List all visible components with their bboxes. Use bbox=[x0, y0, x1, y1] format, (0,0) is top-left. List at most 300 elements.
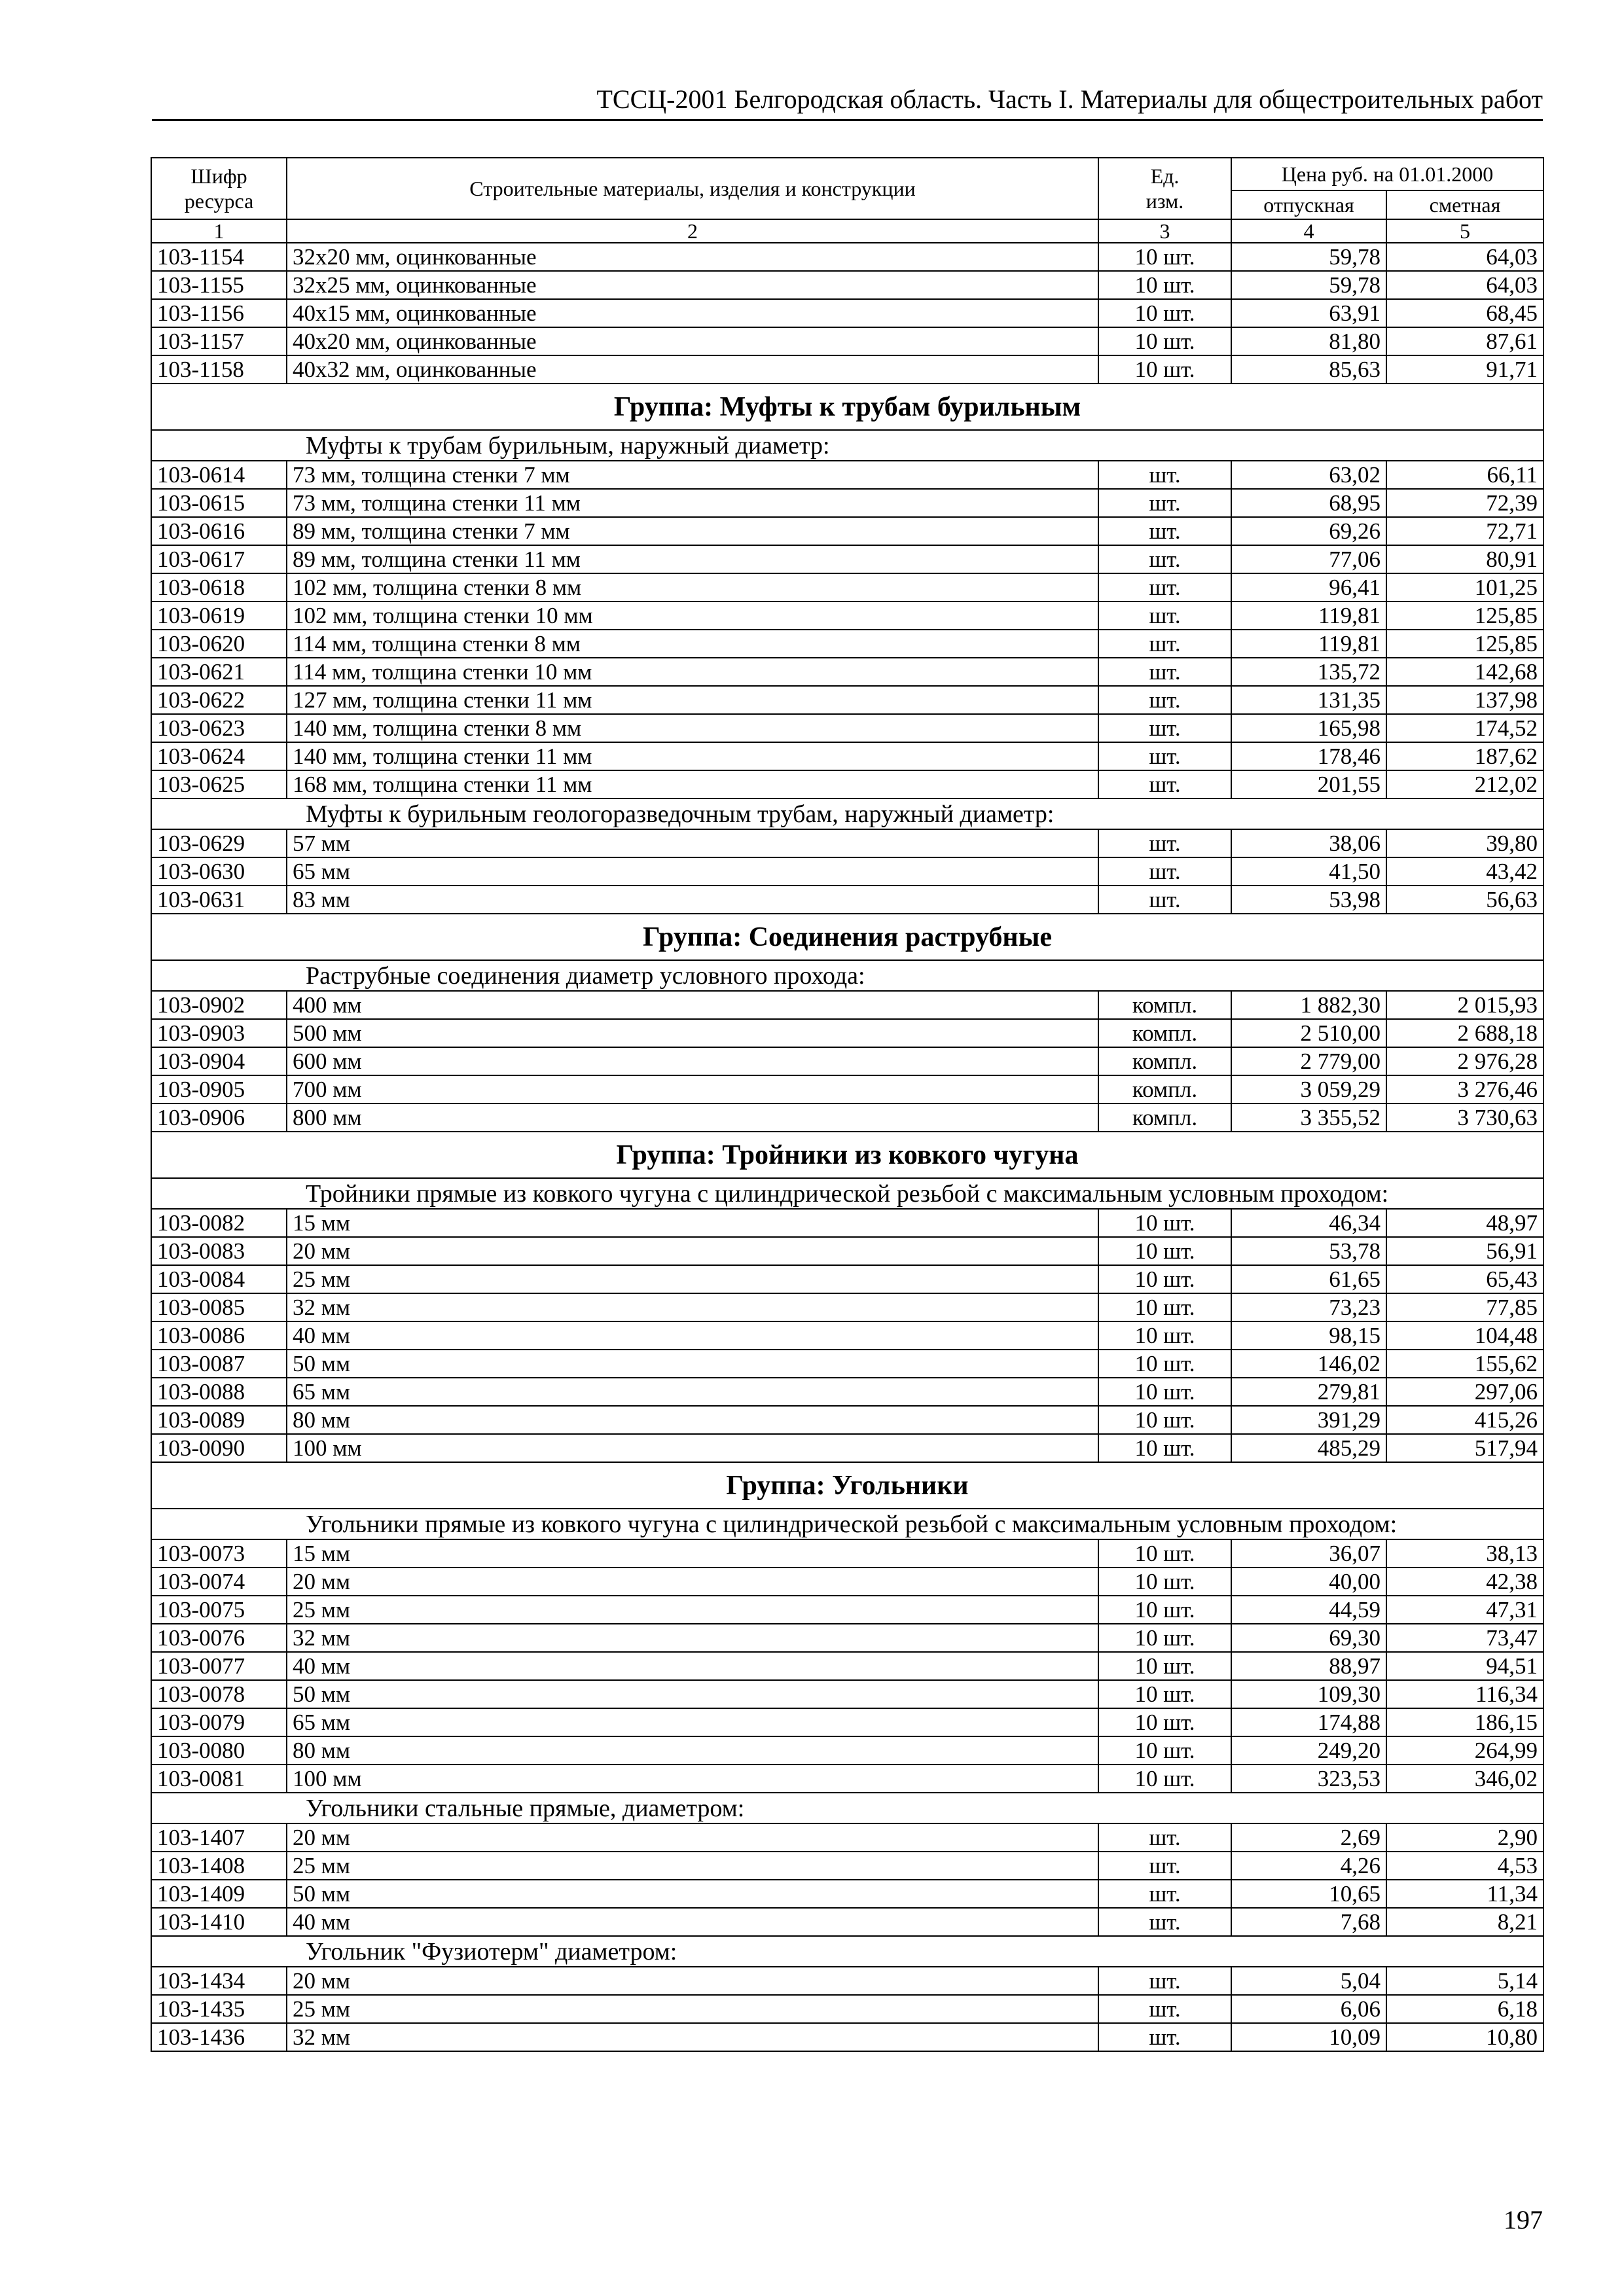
price-release: 59,78 bbox=[1231, 243, 1386, 271]
material-name: 50 мм bbox=[287, 1880, 1098, 1908]
table-row bbox=[151, 1596, 1543, 1624]
resource-code: 103-1156 bbox=[151, 299, 287, 327]
table-row bbox=[151, 1539, 1543, 1568]
unit: шт. bbox=[1098, 1823, 1231, 1852]
unit: шт. bbox=[1098, 886, 1231, 914]
price-release: 40,00 bbox=[1231, 1568, 1386, 1596]
material-name: 140 мм, толщина стенки 11 мм bbox=[287, 742, 1098, 770]
unit: 10 шт. bbox=[1098, 1596, 1231, 1624]
resource-code: 103-1408 bbox=[151, 1852, 287, 1880]
unit: компл. bbox=[1098, 1075, 1231, 1103]
unit: 10 шт. bbox=[1098, 1293, 1231, 1321]
unit: шт. bbox=[1098, 1995, 1231, 2023]
table-row bbox=[151, 1350, 1543, 1378]
table-row bbox=[151, 545, 1543, 573]
material-name: 102 мм, толщина стенки 8 мм bbox=[287, 573, 1098, 601]
price-release: 61,65 bbox=[1231, 1265, 1386, 1293]
table-row bbox=[151, 991, 1543, 1019]
unit: шт. bbox=[1098, 1908, 1231, 1936]
price-release: 2 779,00 bbox=[1231, 1047, 1386, 1075]
price-release: 85,63 bbox=[1231, 355, 1386, 384]
price-estimate: 2 976,28 bbox=[1386, 1047, 1543, 1075]
column-numbers-row bbox=[151, 219, 1543, 243]
resource-code: 103-0616 bbox=[151, 517, 287, 545]
unit: шт. bbox=[1098, 770, 1231, 798]
price-estimate: 42,38 bbox=[1386, 1568, 1543, 1596]
subgroup-heading: Тройники прямые из ковкого чугуна с цилиндрической резьбой с максимальным условным проходом: bbox=[151, 1178, 1543, 1209]
resource-code: 103-1410 bbox=[151, 1908, 287, 1936]
resource-code: 103-0075 bbox=[151, 1596, 287, 1624]
subgroup-heading: Угольник "Фузиотерм" диаметром: bbox=[151, 1936, 1543, 1967]
price-release: 146,02 bbox=[1231, 1350, 1386, 1378]
resource-code: 103-0079 bbox=[151, 1708, 287, 1736]
resource-code: 103-1407 bbox=[151, 1823, 287, 1852]
subgroup-heading-row bbox=[151, 1178, 1543, 1209]
price-estimate: 4,53 bbox=[1386, 1852, 1543, 1880]
subgroup-heading: Муфты к трубам бурильным, наружный диаметр: bbox=[151, 430, 1543, 461]
resource-code: 103-0631 bbox=[151, 886, 287, 914]
price-release: 68,95 bbox=[1231, 489, 1386, 517]
table-row bbox=[151, 658, 1543, 686]
price-release: 36,07 bbox=[1231, 1539, 1386, 1568]
material-name: 83 мм bbox=[287, 886, 1098, 914]
table-row bbox=[151, 1103, 1543, 1132]
unit: шт. bbox=[1098, 1880, 1231, 1908]
table-row bbox=[151, 461, 1543, 489]
table-row bbox=[151, 355, 1543, 384]
resource-code: 103-0620 bbox=[151, 630, 287, 658]
table-row bbox=[151, 1680, 1543, 1708]
resource-code: 103-0080 bbox=[151, 1736, 287, 1765]
resource-code: 103-1435 bbox=[151, 1995, 287, 2023]
price-release: 88,97 bbox=[1231, 1652, 1386, 1680]
resource-code: 103-0081 bbox=[151, 1765, 287, 1793]
unit: 10 шт. bbox=[1098, 1265, 1231, 1293]
unit: 10 шт. bbox=[1098, 355, 1231, 384]
price-release: 69,30 bbox=[1231, 1624, 1386, 1652]
price-estimate: 39,80 bbox=[1386, 829, 1543, 857]
material-name: 65 мм bbox=[287, 1708, 1098, 1736]
unit: 10 шт. bbox=[1098, 1209, 1231, 1237]
unit: шт. bbox=[1098, 742, 1231, 770]
price-estimate: 101,25 bbox=[1386, 573, 1543, 601]
table-row bbox=[151, 1765, 1543, 1793]
table-row bbox=[151, 573, 1543, 601]
price-release: 279,81 bbox=[1231, 1378, 1386, 1406]
header-price-release: отпускная bbox=[1231, 190, 1386, 219]
resource-code: 103-0625 bbox=[151, 770, 287, 798]
subgroup-heading-row bbox=[151, 1793, 1543, 1823]
group-heading: Группа: Муфты к трубам бурильным bbox=[151, 384, 1543, 430]
price-release: 59,78 bbox=[1231, 271, 1386, 299]
price-estimate: 212,02 bbox=[1386, 770, 1543, 798]
unit: 10 шт. bbox=[1098, 327, 1231, 355]
price-estimate: 346,02 bbox=[1386, 1765, 1543, 1793]
resource-code: 103-0617 bbox=[151, 545, 287, 573]
table-row bbox=[151, 1852, 1543, 1880]
header-price-group: Цена руб. на 01.01.2000 bbox=[1231, 158, 1543, 190]
table-row bbox=[151, 1019, 1543, 1047]
material-name: 25 мм bbox=[287, 1852, 1098, 1880]
resource-code: 103-0083 bbox=[151, 1237, 287, 1265]
material-name: 73 мм, толщина стенки 7 мм bbox=[287, 461, 1098, 489]
price-release: 119,81 bbox=[1231, 630, 1386, 658]
price-release: 178,46 bbox=[1231, 742, 1386, 770]
unit: шт. bbox=[1098, 658, 1231, 686]
unit: 10 шт. bbox=[1098, 271, 1231, 299]
unit: шт. bbox=[1098, 461, 1231, 489]
unit: шт. bbox=[1098, 686, 1231, 714]
resource-code: 103-0629 bbox=[151, 829, 287, 857]
price-release: 2 510,00 bbox=[1231, 1019, 1386, 1047]
price-estimate: 73,47 bbox=[1386, 1624, 1543, 1652]
resource-code: 103-0630 bbox=[151, 857, 287, 886]
resource-code: 103-0904 bbox=[151, 1047, 287, 1075]
unit: 10 шт. bbox=[1098, 1350, 1231, 1378]
table-row bbox=[151, 1378, 1543, 1406]
price-estimate: 116,34 bbox=[1386, 1680, 1543, 1708]
table-row bbox=[151, 271, 1543, 299]
subgroup-heading: Угольники стальные прямые, диаметром: bbox=[151, 1793, 1543, 1823]
price-estimate: 174,52 bbox=[1386, 714, 1543, 742]
material-name: 20 мм bbox=[287, 1823, 1098, 1852]
material-name: 57 мм bbox=[287, 829, 1098, 857]
price-estimate: 517,94 bbox=[1386, 1434, 1543, 1462]
price-release: 3 355,52 bbox=[1231, 1103, 1386, 1132]
price-release: 391,29 bbox=[1231, 1406, 1386, 1434]
material-name: 80 мм bbox=[287, 1736, 1098, 1765]
price-table bbox=[151, 157, 1544, 2052]
price-estimate: 64,03 bbox=[1386, 243, 1543, 271]
table-row bbox=[151, 857, 1543, 886]
resource-code: 103-0084 bbox=[151, 1265, 287, 1293]
unit: шт. bbox=[1098, 714, 1231, 742]
price-estimate: 297,06 bbox=[1386, 1378, 1543, 1406]
resource-code: 103-0619 bbox=[151, 601, 287, 630]
resource-code: 103-0085 bbox=[151, 1293, 287, 1321]
running-head: ТССЦ-2001 Белгородская область. Часть I. Материалы для общестроительных работ bbox=[152, 84, 1543, 121]
resource-code: 103-1158 bbox=[151, 355, 287, 384]
price-release: 135,72 bbox=[1231, 658, 1386, 686]
column-number: 4 bbox=[1231, 219, 1386, 243]
material-name: 100 мм bbox=[287, 1765, 1098, 1793]
table-row bbox=[151, 1736, 1543, 1765]
price-release: 53,78 bbox=[1231, 1237, 1386, 1265]
material-name: 32 мм bbox=[287, 2023, 1098, 2051]
subgroup-heading: Муфты к бурильным геологоразведочным трубам, наружный диаметр: bbox=[151, 798, 1543, 829]
table-row bbox=[151, 770, 1543, 798]
price-estimate: 38,13 bbox=[1386, 1539, 1543, 1568]
table-row bbox=[151, 2023, 1543, 2051]
price-release: 485,29 bbox=[1231, 1434, 1386, 1462]
price-estimate: 48,97 bbox=[1386, 1209, 1543, 1237]
table-row bbox=[151, 1823, 1543, 1852]
resource-code: 103-0090 bbox=[151, 1434, 287, 1462]
table-header bbox=[151, 158, 1543, 243]
material-name: 40x32 мм, оцинкованные bbox=[287, 355, 1098, 384]
price-release: 46,34 bbox=[1231, 1209, 1386, 1237]
header-code: Шифр ресурса bbox=[151, 158, 287, 219]
subgroup-heading-row bbox=[151, 798, 1543, 829]
price-estimate: 10,80 bbox=[1386, 2023, 1543, 2051]
unit: шт. bbox=[1098, 1967, 1231, 1995]
material-name: 25 мм bbox=[287, 1596, 1098, 1624]
unit: 10 шт. bbox=[1098, 1568, 1231, 1596]
price-estimate: 2 015,93 bbox=[1386, 991, 1543, 1019]
resource-code: 103-0086 bbox=[151, 1321, 287, 1350]
unit: 10 шт. bbox=[1098, 1736, 1231, 1765]
price-estimate: 77,85 bbox=[1386, 1293, 1543, 1321]
unit: 10 шт. bbox=[1098, 1624, 1231, 1652]
price-release: 249,20 bbox=[1231, 1736, 1386, 1765]
price-estimate: 8,21 bbox=[1386, 1908, 1543, 1936]
price-estimate: 6,18 bbox=[1386, 1995, 1543, 2023]
unit: шт. bbox=[1098, 601, 1231, 630]
unit: 10 шт. bbox=[1098, 1652, 1231, 1680]
price-estimate: 5,14 bbox=[1386, 1967, 1543, 1995]
material-name: 15 мм bbox=[287, 1209, 1098, 1237]
price-release: 4,26 bbox=[1231, 1852, 1386, 1880]
table-row bbox=[151, 1321, 1543, 1350]
material-name: 40 мм bbox=[287, 1908, 1098, 1936]
price-release: 323,53 bbox=[1231, 1765, 1386, 1793]
table-row bbox=[151, 1967, 1543, 1995]
resource-code: 103-0621 bbox=[151, 658, 287, 686]
price-estimate: 125,85 bbox=[1386, 601, 1543, 630]
price-estimate: 2 688,18 bbox=[1386, 1019, 1543, 1047]
price-estimate: 94,51 bbox=[1386, 1652, 1543, 1680]
subgroup-heading-row bbox=[151, 1509, 1543, 1539]
unit: шт. bbox=[1098, 517, 1231, 545]
price-estimate: 47,31 bbox=[1386, 1596, 1543, 1624]
table-row bbox=[151, 601, 1543, 630]
header-name: Строительные материалы, изделия и конструкции bbox=[287, 158, 1098, 219]
price-estimate: 125,85 bbox=[1386, 630, 1543, 658]
table-row bbox=[151, 829, 1543, 857]
header-price-estimate: сметная bbox=[1386, 190, 1543, 219]
resource-code: 103-0614 bbox=[151, 461, 287, 489]
price-release: 63,02 bbox=[1231, 461, 1386, 489]
price-estimate: 104,48 bbox=[1386, 1321, 1543, 1350]
material-name: 700 мм bbox=[287, 1075, 1098, 1103]
resource-code: 103-1409 bbox=[151, 1880, 287, 1908]
unit: 10 шт. bbox=[1098, 1765, 1231, 1793]
unit: шт. bbox=[1098, 489, 1231, 517]
price-release: 63,91 bbox=[1231, 299, 1386, 327]
table-row bbox=[151, 886, 1543, 914]
resource-code: 103-0905 bbox=[151, 1075, 287, 1103]
resource-code: 103-0623 bbox=[151, 714, 287, 742]
material-name: 40x15 мм, оцинкованные bbox=[287, 299, 1098, 327]
price-release: 53,98 bbox=[1231, 886, 1386, 914]
unit: компл. bbox=[1098, 1019, 1231, 1047]
material-name: 20 мм bbox=[287, 1237, 1098, 1265]
resource-code: 103-0076 bbox=[151, 1624, 287, 1652]
material-name: 32 мм bbox=[287, 1293, 1098, 1321]
table-row bbox=[151, 1995, 1543, 2023]
material-name: 25 мм bbox=[287, 1995, 1098, 2023]
price-release: 131,35 bbox=[1231, 686, 1386, 714]
resource-code: 103-0618 bbox=[151, 573, 287, 601]
unit: 10 шт. bbox=[1098, 1321, 1231, 1350]
unit: 10 шт. bbox=[1098, 1539, 1231, 1568]
material-name: 40 мм bbox=[287, 1652, 1098, 1680]
material-name: 40 мм bbox=[287, 1321, 1098, 1350]
table-row bbox=[151, 630, 1543, 658]
unit: 10 шт. bbox=[1098, 1680, 1231, 1708]
material-name: 500 мм bbox=[287, 1019, 1098, 1047]
price-release: 96,41 bbox=[1231, 573, 1386, 601]
group-heading-row bbox=[151, 914, 1543, 960]
table-row bbox=[151, 1209, 1543, 1237]
price-release: 41,50 bbox=[1231, 857, 1386, 886]
price-estimate: 72,39 bbox=[1386, 489, 1543, 517]
price-release: 165,98 bbox=[1231, 714, 1386, 742]
subgroup-heading: Угольники прямые из ковкого чугуна с цилиндрической резьбой с максимальным условным проходом: bbox=[151, 1509, 1543, 1539]
header-unit: Ед. изм. bbox=[1098, 158, 1231, 219]
unit: компл. bbox=[1098, 991, 1231, 1019]
resource-code: 103-1157 bbox=[151, 327, 287, 355]
group-heading-row bbox=[151, 1132, 1543, 1178]
resource-code: 103-0622 bbox=[151, 686, 287, 714]
resource-code: 103-0077 bbox=[151, 1652, 287, 1680]
resource-code: 103-1154 bbox=[151, 243, 287, 271]
table-row bbox=[151, 1908, 1543, 1936]
table-body bbox=[151, 243, 1543, 2051]
table-row bbox=[151, 1265, 1543, 1293]
price-release: 2,69 bbox=[1231, 1823, 1386, 1852]
price-estimate: 3 730,63 bbox=[1386, 1103, 1543, 1132]
table-row bbox=[151, 1237, 1543, 1265]
table-row bbox=[151, 1880, 1543, 1908]
material-name: 400 мм bbox=[287, 991, 1098, 1019]
unit: шт. bbox=[1098, 573, 1231, 601]
price-estimate: 415,26 bbox=[1386, 1406, 1543, 1434]
price-release: 119,81 bbox=[1231, 601, 1386, 630]
subgroup-heading-row bbox=[151, 430, 1543, 461]
price-estimate: 72,71 bbox=[1386, 517, 1543, 545]
price-estimate: 91,71 bbox=[1386, 355, 1543, 384]
unit: 10 шт. bbox=[1098, 1378, 1231, 1406]
unit: 10 шт. bbox=[1098, 243, 1231, 271]
resource-code: 103-0624 bbox=[151, 742, 287, 770]
material-name: 40x20 мм, оцинкованные bbox=[287, 327, 1098, 355]
table-row bbox=[151, 1708, 1543, 1736]
unit: 10 шт. bbox=[1098, 1434, 1231, 1462]
price-estimate: 68,45 bbox=[1386, 299, 1543, 327]
table-row bbox=[151, 1624, 1543, 1652]
group-heading: Группа: Угольники bbox=[151, 1462, 1543, 1509]
unit: шт. bbox=[1098, 2023, 1231, 2051]
price-estimate: 64,03 bbox=[1386, 271, 1543, 299]
table-row bbox=[151, 1652, 1543, 1680]
resource-code: 103-0087 bbox=[151, 1350, 287, 1378]
price-estimate: 43,42 bbox=[1386, 857, 1543, 886]
material-name: 25 мм bbox=[287, 1265, 1098, 1293]
material-name: 65 мм bbox=[287, 1378, 1098, 1406]
resource-code: 103-1436 bbox=[151, 2023, 287, 2051]
price-release: 1 882,30 bbox=[1231, 991, 1386, 1019]
material-name: 73 мм, толщина стенки 11 мм bbox=[287, 489, 1098, 517]
price-estimate: 65,43 bbox=[1386, 1265, 1543, 1293]
resource-code: 103-0088 bbox=[151, 1378, 287, 1406]
price-estimate: 186,15 bbox=[1386, 1708, 1543, 1736]
price-release: 10,65 bbox=[1231, 1880, 1386, 1908]
unit: 10 шт. bbox=[1098, 1237, 1231, 1265]
table-row bbox=[151, 1047, 1543, 1075]
material-name: 89 мм, толщина стенки 7 мм bbox=[287, 517, 1098, 545]
table-row bbox=[151, 299, 1543, 327]
resource-code: 103-0073 bbox=[151, 1539, 287, 1568]
price-release: 7,68 bbox=[1231, 1908, 1386, 1936]
price-estimate: 137,98 bbox=[1386, 686, 1543, 714]
price-release: 109,30 bbox=[1231, 1680, 1386, 1708]
table-row bbox=[151, 243, 1543, 271]
resource-code: 103-0903 bbox=[151, 1019, 287, 1047]
material-name: 114 мм, толщина стенки 10 мм bbox=[287, 658, 1098, 686]
resource-code: 103-0906 bbox=[151, 1103, 287, 1132]
table-row bbox=[151, 1568, 1543, 1596]
material-name: 102 мм, толщина стенки 10 мм bbox=[287, 601, 1098, 630]
price-release: 38,06 bbox=[1231, 829, 1386, 857]
table-row bbox=[151, 517, 1543, 545]
material-name: 89 мм, толщина стенки 11 мм bbox=[287, 545, 1098, 573]
material-name: 20 мм bbox=[287, 1967, 1098, 1995]
price-estimate: 87,61 bbox=[1386, 327, 1543, 355]
subgroup-heading: Раструбные соединения диаметр условного прохода: bbox=[151, 960, 1543, 991]
column-number: 3 bbox=[1098, 219, 1231, 243]
price-estimate: 155,62 bbox=[1386, 1350, 1543, 1378]
subgroup-heading-row bbox=[151, 960, 1543, 991]
price-release: 44,59 bbox=[1231, 1596, 1386, 1624]
unit: шт. bbox=[1098, 857, 1231, 886]
material-name: 50 мм bbox=[287, 1680, 1098, 1708]
material-name: 80 мм bbox=[287, 1406, 1098, 1434]
price-release: 6,06 bbox=[1231, 1995, 1386, 2023]
price-release: 69,26 bbox=[1231, 517, 1386, 545]
price-release: 5,04 bbox=[1231, 1967, 1386, 1995]
material-name: 127 мм, толщина стенки 11 мм bbox=[287, 686, 1098, 714]
group-heading: Группа: Тройники из ковкого чугуна bbox=[151, 1132, 1543, 1178]
material-name: 800 мм bbox=[287, 1103, 1098, 1132]
material-name: 100 мм bbox=[287, 1434, 1098, 1462]
material-name: 65 мм bbox=[287, 857, 1098, 886]
group-heading-row bbox=[151, 1462, 1543, 1509]
unit: 10 шт. bbox=[1098, 1708, 1231, 1736]
table-row bbox=[151, 686, 1543, 714]
group-heading-row bbox=[151, 384, 1543, 430]
table-row bbox=[151, 489, 1543, 517]
price-estimate: 56,63 bbox=[1386, 886, 1543, 914]
price-estimate: 3 276,46 bbox=[1386, 1075, 1543, 1103]
material-name: 600 мм bbox=[287, 1047, 1098, 1075]
price-estimate: 264,99 bbox=[1386, 1736, 1543, 1765]
unit: 10 шт. bbox=[1098, 299, 1231, 327]
price-release: 98,15 bbox=[1231, 1321, 1386, 1350]
resource-code: 103-0902 bbox=[151, 991, 287, 1019]
unit: шт. bbox=[1098, 829, 1231, 857]
material-name: 114 мм, толщина стенки 8 мм bbox=[287, 630, 1098, 658]
table-row bbox=[151, 742, 1543, 770]
price-release: 77,06 bbox=[1231, 545, 1386, 573]
resource-code: 103-1155 bbox=[151, 271, 287, 299]
material-name: 32 мм bbox=[287, 1624, 1098, 1652]
table-row bbox=[151, 1293, 1543, 1321]
price-release: 174,88 bbox=[1231, 1708, 1386, 1736]
table-row bbox=[151, 1406, 1543, 1434]
unit: шт. bbox=[1098, 545, 1231, 573]
unit: компл. bbox=[1098, 1103, 1231, 1132]
